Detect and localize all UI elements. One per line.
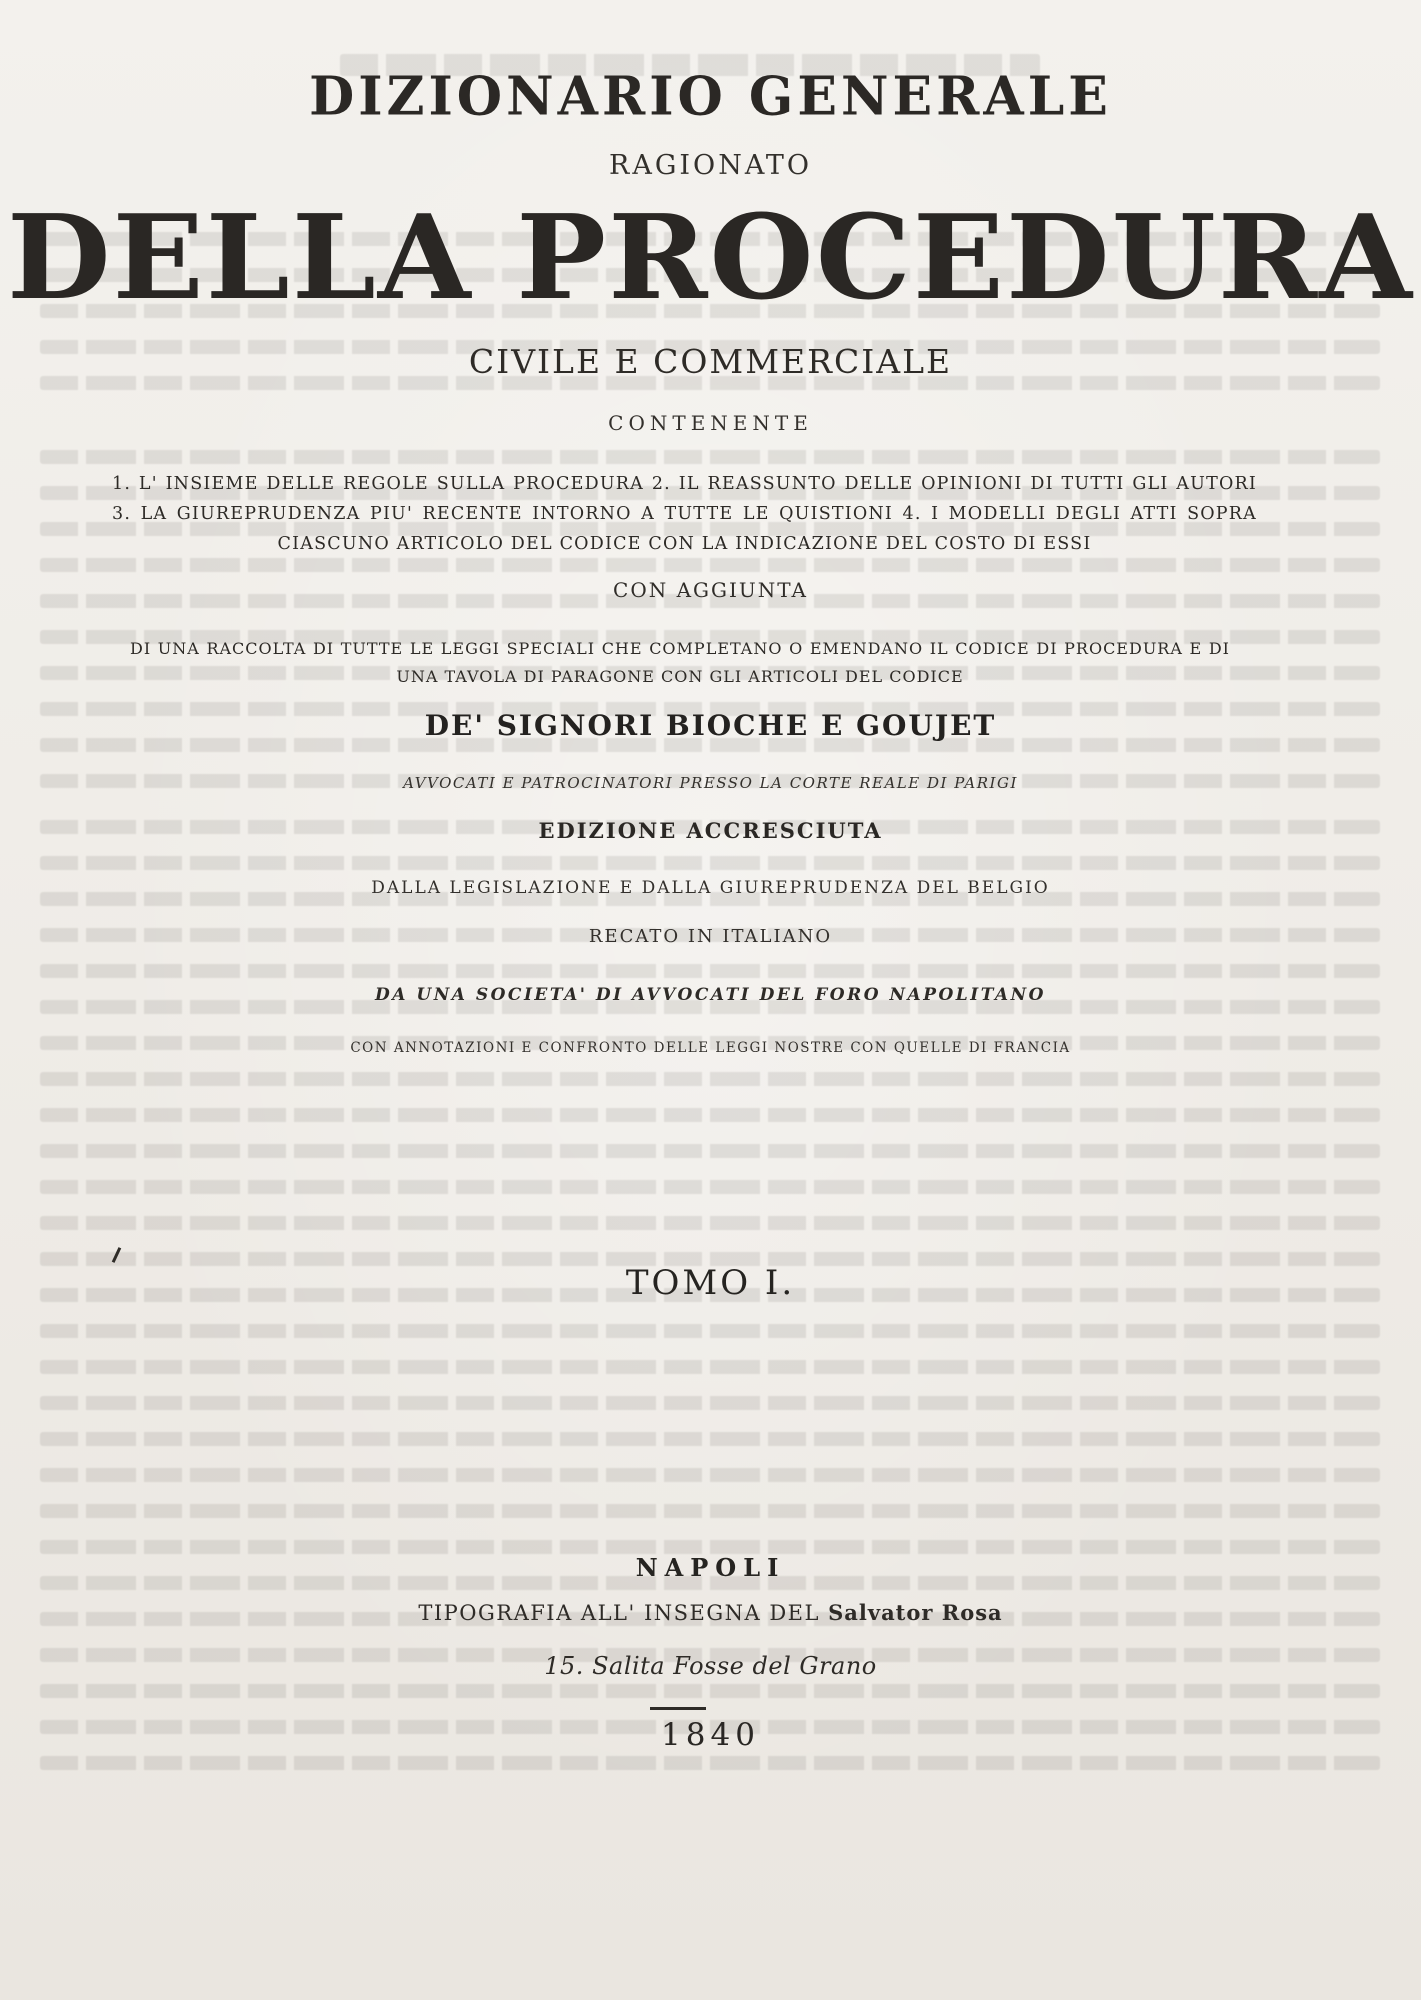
imprint-address: 15. Salita Fosse del Grano — [544, 1652, 877, 1680]
contenente-heading: CONTENENTE — [608, 411, 813, 435]
volume-number: TOMO I. — [625, 1263, 796, 1303]
authors: DE' SIGNORI BIOCHE E GOUJET — [424, 709, 997, 742]
main-title: DELLA PROCEDURA — [6, 190, 1415, 326]
imprint-year: 1840 — [661, 1717, 760, 1753]
printer-name: Salvator Rosa — [828, 1600, 1003, 1625]
subtitle: CIVILE E COMMERCIALE — [468, 342, 953, 381]
divider-rule — [650, 1707, 706, 1710]
edition: EDIZIONE ACCRESCIUTA — [538, 818, 883, 843]
translated-note: RECATO IN ITALIANO — [588, 926, 833, 947]
title-line-1: DIZIONARIO GENERALE — [309, 65, 1112, 128]
con-aggiunta-heading: CON AGGIUNTA — [613, 578, 808, 602]
contents-paragraph: 1. L' INSIEME DELLE REGOLE SULLA PROCEDURA 2. IL REASSUNTO DELLE OPINIONI DI TUTTI GLI AUTORI 3. LA GIUREPRUDENZA PIU' RECENTE INTORNO A TUTTE LE QUISTIONI 4. I MODELLI DEGLI ATTI SOPRA CIASCUNO ARTICOLO DEL CODICE CON LA INDICAZIONE DEL COSTO DI ESSI — [112, 474, 1257, 554]
ink-mark — [112, 1247, 121, 1263]
title-line-2: RAGIONATO — [609, 150, 812, 181]
translators: DA UNA SOCIETA' DI AVVOCATI DEL FORO NAPOLITANO — [375, 985, 1046, 1005]
annotations-note: CON ANNOTAZIONI E CONFRONTO DELLE LEGGI NOSTRE CON QUELLE DI FRANCIA — [350, 1040, 1071, 1056]
aggiunta-paragraph: DI UNA RACCOLTA DI TUTTE LE LEGGI SPECIALI CHE COMPLETANO O EMENDANO IL CODICE DI PROCEDURA E DI UNA TAVOLA DI PARAGONE CON GLI ARTICOLI DEL CODICE — [130, 639, 1230, 686]
printer-prefix: TIPOGRAFIA ALL' INSEGNA DEL — [418, 1601, 820, 1625]
imprint-printer — [0, 1600, 1421, 1625]
edition-note: DALLA LEGISLAZIONE E DALLA GIUREPRUDENZA DEL BELGIO — [371, 878, 1050, 898]
authors-title: AVVOCATI E PATROCINATORI PRESSO LA CORTE REALE DI PARIGI — [403, 774, 1018, 792]
imprint-city: NAPOLI — [635, 1553, 786, 1582]
